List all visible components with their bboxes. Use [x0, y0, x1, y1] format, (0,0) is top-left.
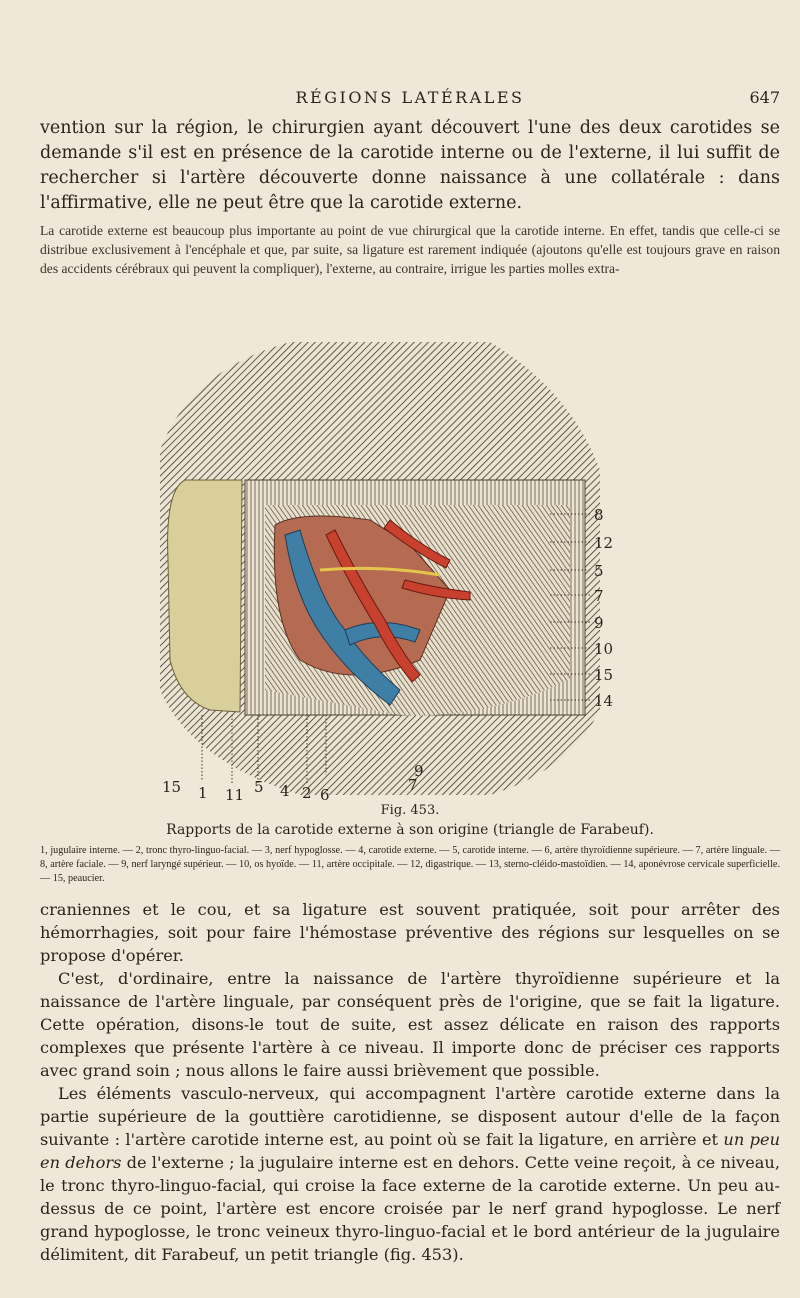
label-bottom-4: 4 — [280, 782, 290, 800]
label-bottom-15: 15 — [162, 778, 182, 796]
label-8: 8 — [594, 506, 604, 524]
relations-text-part2: de l'externe ; la jugulaire interne est en dehors. Cette veine reçoit, à ce niveau, le tronc thyro-linguo-facial, qui croise la face externe de la carotide externe. Un peu au-dessus de ce point, l'artère est encore croisée par le nerf grand hypoglosse. Le nerf grand hypoglosse, le tronc veineux thyro-linguo-facial et le bord antérieur de la jugulaire délimitent, dit Farabeuf, un petit triangle (fig. 453). — [40, 1153, 780, 1264]
paragraph-ligature-site: C'est, d'ordinaire, entre la naissance de l'artère thyroïdienne supérieure et la naissance de l'artère linguale, par conséquent près de l'origine, que se fait la ligature. Cette opération, disons-le tout de suite, est assez délicate en raison des rapports complexes que présente l'artère à ce niveau. Il importe donc de préciser ces rapports avec grand soin ; nous allons le faire aussi brièvement que possible. — [40, 969, 780, 1080]
label-bottom-11: 11 — [225, 786, 245, 800]
label-bottom-5: 5 — [254, 778, 264, 796]
label-5: 5 — [594, 562, 604, 580]
relations-text-part1: Les éléments vasculo-nerveux, qui accompagnent l'artère carotide externe dans la partie supérieure de la gouttière carotidienne, se disposent autour d'elle de la façon suivante : l'artère carotide interne est, au point où se fait la ligature, en arrière et — [40, 1084, 780, 1149]
figure-caption: Rapports de la carotide externe à son origine (triangle de Farabeuf). — [166, 822, 654, 838]
label-12: 12 — [594, 534, 614, 552]
label-bottom-1: 1 — [198, 784, 208, 800]
label-10: 10 — [594, 640, 614, 658]
label-bottom-9: 9 — [414, 762, 424, 780]
label-9: 9 — [594, 614, 604, 632]
relations-emphasis: un peu en dehors — [40, 1130, 780, 1172]
running-head — [40, 88, 780, 110]
figure-legend: 1, jugulaire interne. — 2, tronc thyro-linguo-facial. — 3, nerf hypoglosse. — 4, carotide externe. — 5, carotide interne. — 6, artère thyroïdienne supérieure. — 7, artère linguale. — 8, artère faciale. — 9, nerf laryngé supérieur. — 10, os hyoïde. — 11, artère occipitale. — 12, digastrique. — 13, sterno-cléido-mastoïdien. — 14, aponévrose cervicale superficielle. — 15, peaucier. — [40, 845, 780, 884]
paragraph-intro: vention sur la région, le chirurgien ayant découvert l'une des deux carotides se demande s'il est en présence de la carotide interne ou de l'externe, il lui suffit de rechercher si l'artère découverte donne naissance à une collatérale : dans l'affirmative, elle ne peut être que la carotide externe. — [40, 118, 780, 213]
figure-number: Fig. 453. — [380, 803, 440, 818]
small-print-note: La carotide externe est beaucoup plus importante au point de vue chirurgical que la carotide interne. En effet, tandis que celle-ci se distribue exclusivement à l'encéphale et que, par suite, sa ligature est rarement indiquée (ajoutons qu'elle est toujours grave en raison des accidents cérébraux qui peuvent la compliquer), l'externe, au contraire, irrigue les parties molles extra- — [40, 223, 780, 276]
label-15: 15 — [594, 666, 614, 684]
main-text-continuation — [40, 898, 780, 1266]
paragraph-ligature-usage: craniennes et le cou, et sa ligature est souvent pratiquée, soit pour arrêter des hémorrhagies, soit pour faire l'hémostase préventive des régions sur lesquelles on se propose d'opérer. — [40, 900, 780, 965]
label-bottom-2: 2 — [302, 784, 312, 800]
mandible-flap — [168, 480, 242, 712]
anatomical-illustration — [150, 330, 650, 800]
label-7: 7 — [594, 587, 604, 605]
page-number: 647 — [749, 88, 780, 107]
label-14: 14 — [594, 692, 614, 710]
label-bottom-6: 6 — [320, 786, 330, 800]
running-title: RÉGIONS LATÉRALES — [295, 88, 525, 107]
paragraph-relations — [40, 1082, 780, 1266]
label-bottom-7: 7 — [408, 776, 418, 794]
